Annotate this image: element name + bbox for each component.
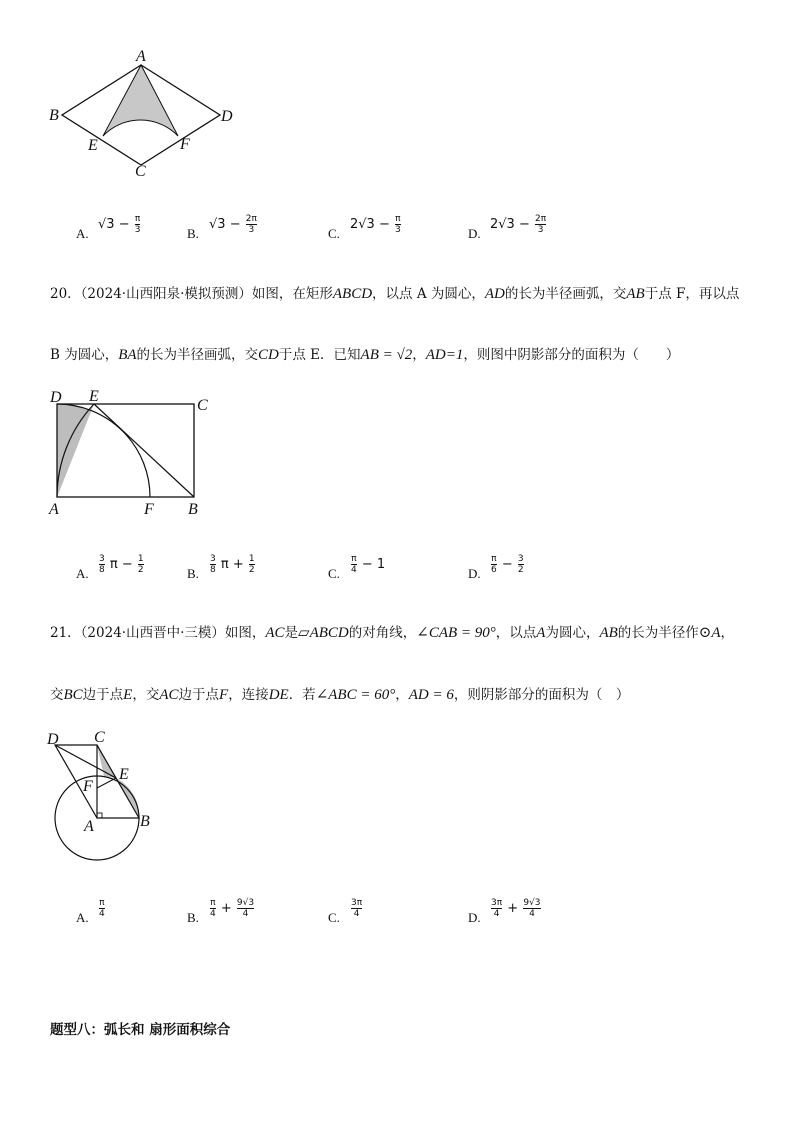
math: AD = 6 [408,687,454,703]
term: 2√3 [490,217,515,232]
denominator: 4 [491,908,502,919]
label-F: F [83,778,93,795]
text: ．若 [288,687,316,703]
text: ， [412,347,426,363]
label-D: D [221,108,233,125]
figure-q19-rhombus [40,45,250,185]
math: AC [159,687,179,703]
denominator: 4 [237,908,254,919]
denominator: 2 [248,565,255,575]
text: 是 [284,625,299,641]
option-expression [490,554,525,575]
text: ，以点 [495,625,537,641]
label-A: A [84,818,94,835]
option-expression [98,214,141,235]
shaded-region [103,65,178,136]
option-letter: A. [76,226,89,241]
numerator: 3π [351,898,363,908]
operator: − [501,557,513,572]
denominator: 4 [210,909,216,919]
fraction [246,214,257,235]
option-expression [98,898,106,919]
text: ，则阴影部分的面积为（ ） [453,687,630,703]
fraction [135,214,141,235]
label-C: C [135,163,146,180]
fraction [491,898,502,919]
denominator: 4 [351,565,357,575]
text: B 为圆心， [50,347,119,363]
option-expression [209,554,256,575]
fraction [99,898,105,919]
label-A: A [136,48,146,65]
text: 边于点 [178,687,220,703]
text: 于点 F，再以点 [644,286,740,302]
text: 于点 E．已知 [278,347,361,363]
label-C: C [94,729,105,746]
fraction [210,898,216,919]
fraction [351,898,362,919]
numerator: 2π [245,214,257,224]
option-letter: C. [328,226,340,241]
numerator: π [134,214,141,224]
operator: − 1 [361,557,386,572]
text: 20．（2024·山西阳泉·模拟预测）如图，在矩形 [50,286,333,302]
math: A [536,625,546,641]
math: ▱ABCD [298,625,349,641]
denominator: 4 [351,908,362,919]
numerator: 3π [491,898,503,908]
option-letter: D. [468,910,481,925]
option-letter: C. [328,566,340,581]
numerator: 3 [99,554,105,564]
text: 的长为半径画弧，交 [504,286,627,302]
numerator: π [210,898,216,908]
option-expression [490,214,547,235]
option-letter: D. [468,226,481,241]
fraction [351,554,357,575]
segment-EF [97,778,116,788]
option-letter: B. [187,226,199,241]
math: CD [258,347,279,363]
label-B: B [49,107,59,124]
fraction [395,214,401,235]
text: ， [395,687,409,703]
operator: − [518,217,530,232]
label-E: E [89,388,99,405]
text: 的长为半径作 [617,625,699,641]
math: AC [265,625,285,641]
fraction [518,554,524,575]
option-expression [209,898,255,919]
option-letter: B. [187,566,199,581]
label-C: C [197,397,208,414]
label-E: E [88,137,98,154]
q20-line-1 [50,282,739,303]
fraction [237,898,254,919]
operator: − [229,217,241,232]
denominator: 2 [517,565,524,575]
option-letter: B. [187,910,199,925]
label-F: F [144,501,154,518]
math: ∠CAB = 90° [416,625,496,641]
option-expression [490,898,542,919]
math: AD [484,286,505,302]
numerator: π [491,554,497,564]
fraction [99,554,105,575]
math: ABCD [332,286,373,302]
denominator: 3 [134,225,141,235]
text: ， [720,625,735,641]
numerator: π [99,898,105,908]
fraction [138,554,144,575]
fraction [491,554,497,575]
denominator: 3 [395,225,401,235]
text: 的长为半径画弧，交 [136,347,259,363]
text: ，交 [132,687,160,703]
text: ，连接 [228,687,269,703]
label-D: D [47,731,59,748]
option-expression [350,554,385,575]
math: ⊙A [698,625,721,641]
numerator: 1 [248,554,255,564]
denominator: 6 [491,565,497,575]
math: AD=1 [425,347,464,363]
figure-q20-rectangle [40,385,220,520]
term: √3 [98,217,115,232]
denominator: 2 [137,565,144,575]
operator: π − [109,557,133,572]
math: AB = √2 [360,347,413,363]
option-letter: C. [328,910,340,925]
label-E: E [119,766,129,783]
text: ，则图中阴影部分的面积为（ ） [463,347,680,363]
figure-q21-circle [40,725,165,870]
option-letter: A. [76,910,89,925]
text: 21．（2024·山西晋中·三模）如图， [50,625,266,641]
numerator: 9√3 [236,898,255,908]
denominator: 4 [523,908,540,919]
text: 为圆心， [545,625,600,641]
text: 边于点 [82,687,124,703]
text: ，以点 A 为圆心， [372,286,485,302]
operator: − [118,217,130,232]
math: F [219,687,229,703]
math: ∠ABC = 60° [315,687,396,703]
math: AB [626,286,645,302]
denominator: 8 [210,565,216,575]
math: BC [63,687,83,703]
numerator: 1 [137,554,144,564]
denominator: 4 [99,909,105,919]
text: 交 [50,687,64,703]
option-expression [350,898,363,919]
label-F: F [180,136,190,153]
q20-line-2 [50,343,679,364]
math: E [123,687,133,703]
math: AB [599,625,618,641]
term: √3 [209,217,226,232]
section-title: 题型八：弧长和 扇形面积综合 [50,1022,231,1038]
operator: π + [220,557,244,572]
q21-line-1 [50,621,734,642]
option-expression [98,554,145,575]
operator: + [220,901,232,916]
right-angle-mark [97,813,102,818]
numerator: π [351,554,357,564]
label-D: D [50,389,62,406]
math: BA [118,347,137,363]
fraction [535,214,546,235]
label-B: B [140,813,150,830]
numerator: π [395,214,401,224]
term: 2√3 [350,217,375,232]
fraction [210,554,216,575]
text: 的对角线， [348,625,417,641]
denominator: 3 [535,224,546,235]
math: DE [268,687,289,703]
option-letter: D. [468,566,481,581]
option-expression [209,214,258,235]
fraction [249,554,255,575]
numerator: 2π [535,214,547,224]
label-A: A [49,501,59,518]
option-expression [350,214,402,235]
q21-line-2 [50,683,629,704]
numerator: 9√3 [523,898,541,908]
denominator: 8 [99,565,105,575]
operator: + [507,901,519,916]
option-letter: A. [76,566,89,581]
fraction [523,898,540,919]
numerator: 3 [517,554,524,564]
operator: − [378,217,390,232]
numerator: 3 [210,554,216,564]
label-B: B [188,501,198,518]
denominator: 3 [246,224,257,235]
